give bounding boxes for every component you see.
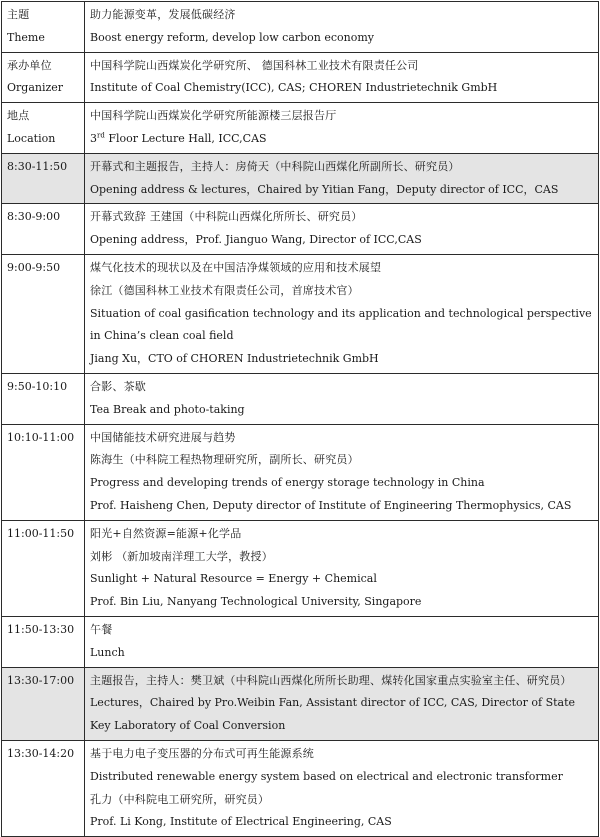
location-label-en: Location xyxy=(7,131,56,145)
label-cell-organizer xyxy=(2,52,85,103)
session-details xyxy=(85,520,599,616)
talk-title-en: Distributed renewable energy system based on electrical and electronic transformer xyxy=(90,769,563,783)
session-details xyxy=(85,373,599,424)
organizer-value-en: Institute of Coal Chemistry(ICC), CAS; CHOREN Industrietechnik GmbH xyxy=(90,81,498,95)
speaker-cn: 徐江（德国科林工业技术有限责任公司，首席技术官） xyxy=(90,283,359,297)
table-row-session xyxy=(2,204,599,255)
theme-value-cn: 助力能源变革，发展低碳经济 xyxy=(90,8,236,21)
session-time: 13:30-14:20 xyxy=(2,740,85,836)
value-cell-theme xyxy=(85,2,599,53)
table-row-session xyxy=(2,373,599,424)
session-title-cn: 主题报告，主持人：樊卫斌（中科院山西煤化所所长助理、煤转化国家重点实验室主任、研究员） xyxy=(90,673,572,687)
session-time: 10:10-11:00 xyxy=(2,424,85,520)
table-row-session xyxy=(2,667,599,740)
value-cell-organizer xyxy=(85,52,599,103)
session-details xyxy=(85,424,599,520)
theme-label-en: Theme xyxy=(7,30,45,44)
session-details xyxy=(85,616,599,667)
speaker-en: Jiang Xu，CTO of CHOREN Industrietechnik GmbH xyxy=(90,352,379,366)
speaker-cn: 孔力（中科院电工研究所，研究员） xyxy=(90,792,270,806)
table-row-session xyxy=(2,616,599,667)
label-cell-theme xyxy=(2,2,85,53)
session-title-cn: 午餐 xyxy=(90,622,113,636)
label-cell-location xyxy=(2,103,85,154)
theme-value-en: Boost energy reform, develop low carbon economy xyxy=(90,30,375,44)
table-row-session xyxy=(2,740,599,836)
session-title-cn: 合影、茶歇 xyxy=(90,379,146,393)
session-title-en: Opening address，Prof. Jianguo Wang, Director of ICC,CAS xyxy=(90,233,422,247)
session-time: 9:00-9:50 xyxy=(2,254,85,373)
location-floor-suffix: rd xyxy=(97,131,105,140)
table-row-session xyxy=(2,153,599,204)
session-time: 13:30-17:00 xyxy=(2,667,85,740)
talk-title-en: Situation of coal gasification technology and its application and technological perspective in China’s clean coal field xyxy=(90,306,592,343)
location-hall-name: Floor Lecture Hall, ICC,CAS xyxy=(104,131,267,145)
value-cell-location xyxy=(85,103,599,154)
location-label-cn: 地点 xyxy=(7,109,30,123)
conference-schedule-table xyxy=(1,1,599,837)
session-time: 8:30-9:00 xyxy=(2,204,85,255)
table-row-location xyxy=(2,103,599,154)
speaker-en: Prof. Bin Liu, Nanyang Technological University, Singapore xyxy=(90,595,422,609)
session-time: 8:30-11:50 xyxy=(2,153,85,204)
session-time: 11:50-13:30 xyxy=(2,616,85,667)
talk-title-en: Sunlight + Natural Resource = Energy + Chemical xyxy=(90,572,377,586)
session-details xyxy=(85,740,599,836)
speaker-cn: 刘彬 （新加坡南洋理工大学，教授） xyxy=(90,549,273,563)
speaker-cn: 陈海生（中科院工程热物理研究所，副所长、研究员） xyxy=(90,453,359,467)
organizer-label-en: Organizer xyxy=(7,81,64,95)
session-details xyxy=(85,667,599,740)
table-row-session xyxy=(2,520,599,616)
theme-label-cn: 主题 xyxy=(7,8,30,21)
talk-title-cn: 煤气化技术的现状以及在中国洁净煤领域的应用和技术展望 xyxy=(90,260,382,274)
location-floor-number: 3 xyxy=(90,131,97,145)
organizer-value-cn: 中国科学院山西煤炭化学研究所、 德国科林工业技术有限责任公司 xyxy=(90,58,419,72)
speaker-en: Prof. Haisheng Chen, Deputy director of Institute of Engineering Thermophysics, CAS xyxy=(90,498,572,512)
table-row-session xyxy=(2,424,599,520)
table-row-organizer xyxy=(2,52,599,103)
talk-title-en: Progress and developing trends of energy storage technology in China xyxy=(90,476,485,490)
session-details xyxy=(85,153,599,204)
location-value-cn: 中国科学院山西煤炭化学研究所能源楼三层报告厅 xyxy=(90,109,337,123)
speaker-en: Prof. Li Kong, Institute of Electrical Engineering, CAS xyxy=(90,815,392,829)
session-title-en: Lectures，Chaired by Pro.Weibin Fan, Assistant director of ICC, CAS, Director of State Key Laboratory of Coal Conversion xyxy=(90,696,576,733)
session-title-en: Tea Break and photo-taking xyxy=(90,402,245,416)
talk-title-cn: 中国储能技术研究进展与趋势 xyxy=(90,430,236,444)
session-details xyxy=(85,204,599,255)
session-time: 9:50-10:10 xyxy=(2,373,85,424)
location-value-en xyxy=(90,128,593,151)
talk-title-cn: 基于电力电子变压器的分布式可再生能源系统 xyxy=(90,746,314,760)
table-row-session xyxy=(2,254,599,373)
session-time: 11:00-11:50 xyxy=(2,520,85,616)
session-title-en: Lunch xyxy=(90,645,125,659)
session-title-cn: 开幕式致辞 王建国（中科院山西煤化所所长、研究员） xyxy=(90,210,363,224)
session-title-cn: 开幕式和主题报告，主持人：房倚天（中科院山西煤化所副所长、研究员） xyxy=(90,159,460,173)
table-row-theme xyxy=(2,2,599,53)
organizer-label-cn: 承办单位 xyxy=(7,58,52,72)
talk-title-cn: 阳光+自然资源=能源+化学品 xyxy=(90,526,242,540)
session-title-en: Opening address & lectures，Chaired by Yitian Fang，Deputy director of ICC，CAS xyxy=(90,182,559,196)
session-details xyxy=(85,254,599,373)
